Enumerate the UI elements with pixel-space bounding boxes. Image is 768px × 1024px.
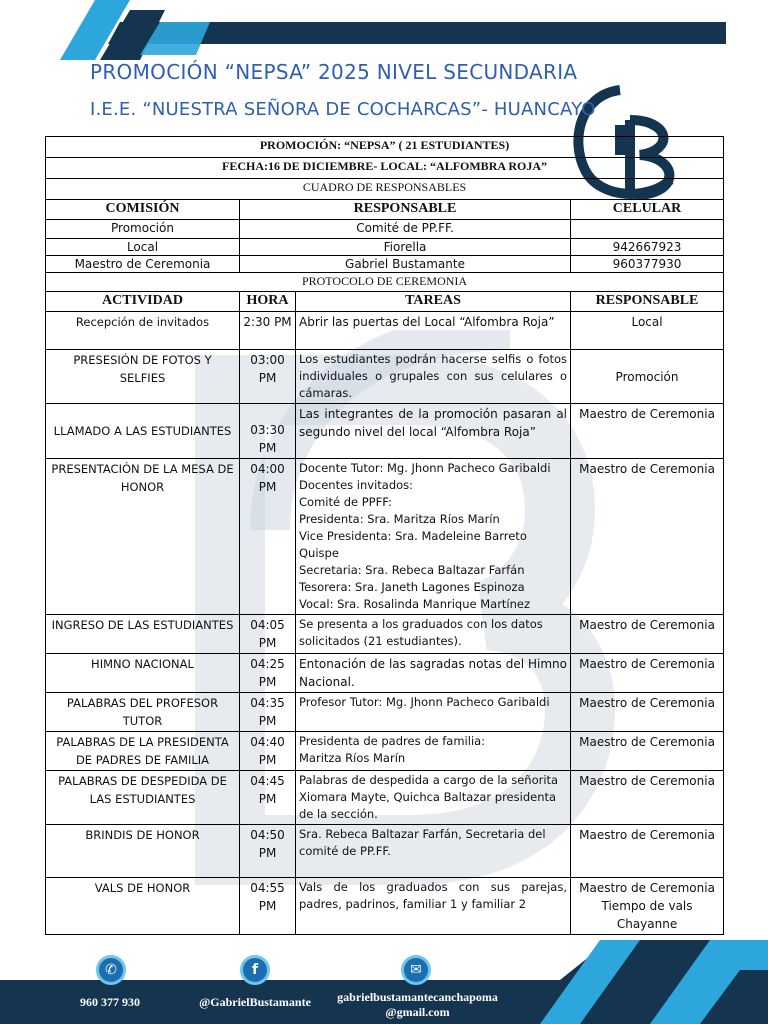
responsable-cell: Maestro de Ceremonia xyxy=(571,459,724,615)
tareas-cell xyxy=(296,825,571,878)
tareas-cell xyxy=(296,312,571,350)
tareas-cell xyxy=(296,459,571,615)
tareas-cell xyxy=(296,404,571,459)
responsable-cell: Maestro de Ceremonia xyxy=(571,825,724,878)
top-banner xyxy=(0,0,768,60)
table-row xyxy=(46,732,724,771)
fecha-row: FECHA:16 DE DICIEMBRE- LOCAL: “ALFOMBRA ROJA” xyxy=(46,158,724,179)
tarea-line: Profesor Tutor: Mg. Jhonn Pacheco Garibaldi xyxy=(299,695,550,709)
tareas-cell xyxy=(296,732,571,771)
tarea-line: Entonación de las sagradas notas del Himno Nacional. xyxy=(299,657,567,689)
celular-cell: 942667923 xyxy=(571,239,724,256)
footer-email-line2[interactable]: @gmail.com xyxy=(385,1005,450,1019)
table-row xyxy=(46,825,724,878)
tarea-line: Vice Presidenta: Sra. Madeleine Barreto Quispe xyxy=(299,529,527,560)
responsable-cell: Maestro de Ceremonia Tiempo de vals Chayanne xyxy=(571,878,724,935)
table-row xyxy=(46,312,724,350)
tarea-line: Vocal: Sra. Rosalinda Manrique Martínez xyxy=(299,597,531,611)
hora-cell: 03:00 PM xyxy=(240,350,296,404)
tareas-cell xyxy=(296,693,571,732)
responsable-cell: Maestro de Ceremonia xyxy=(571,615,724,654)
header-tareas: TAREAS xyxy=(296,292,571,312)
responsable-cell: Maestro de Ceremonia xyxy=(571,654,724,693)
promocion-row: PROMOCIÓN: “NEPSA” ( 21 ESTUDIANTES) xyxy=(46,137,724,158)
actividad-cell: LLAMADO A LAS ESTUDIANTES xyxy=(46,404,240,459)
hora-cell: 04:50 PM xyxy=(240,825,296,878)
protocolo-title: PROTOCOLO DE CEREMONIA xyxy=(46,273,724,292)
actividad-cell: PRESENTACIÓN DE LA MESA DE HONOR xyxy=(46,459,240,615)
actividad-cell: PRESESIÓN DE FOTOS Y SELFIES xyxy=(46,350,240,404)
tarea-line: Los estudiantes podrán hacerse selfis o fotos individuales o grupales con sus celulares o cámaras. xyxy=(299,352,567,400)
school-name: I.E.E. “NUESTRA SEÑORA DE COCHARCAS”- HUANCAYO xyxy=(90,99,596,120)
tareas-cell xyxy=(296,350,571,404)
hora-cell: 04:35 PM xyxy=(240,693,296,732)
tarea-line: Las integrantes de la promoción pasaran al segundo nivel del local “Alfombra Roja” xyxy=(299,407,567,439)
footer-email-line1[interactable]: gabrielbustamantecanchapoma xyxy=(337,990,498,1004)
table-row xyxy=(46,615,724,654)
responsable-cell: Local xyxy=(571,312,724,350)
table-row xyxy=(46,878,724,935)
table-row xyxy=(46,404,724,459)
tareas-cell xyxy=(296,771,571,825)
tarea-line: Vals de los graduados con sus parejas, padres, padrinos, familiar 1 y familiar 2 xyxy=(299,880,567,911)
table-row xyxy=(46,350,724,404)
actividad-cell: PALABRAS DEL PROFESOR TUTOR xyxy=(46,693,240,732)
table-row xyxy=(46,654,724,693)
comision-cell: Promoción xyxy=(46,220,240,239)
actividad-cell: VALS DE HONOR xyxy=(46,878,240,935)
tarea-line: Se presenta a los graduados con los datos solicitados (21 estudiantes). xyxy=(299,617,543,648)
tarea-line: Tesorera: Sra. Janeth Lagones Espinoza xyxy=(299,580,525,594)
table-row xyxy=(46,693,724,732)
tarea-line: Abrir las puertas del Local “Alfombra Roja” xyxy=(299,315,555,329)
header-hora: HORA xyxy=(240,292,296,312)
responsable-cell: Maestro de Ceremonia xyxy=(571,404,724,459)
celular-cell xyxy=(571,220,724,239)
tarea-line: Comité de PPFF: xyxy=(299,495,392,509)
responsable-cell: Maestro de Ceremonia xyxy=(571,771,724,825)
tareas-cell xyxy=(296,615,571,654)
header-celular: CELULAR xyxy=(571,200,724,220)
tareas-cell xyxy=(296,878,571,935)
header-responsable: RESPONSABLE xyxy=(240,200,571,220)
tarea-line: Secretaria: Sra. Rebeca Baltazar Farfán xyxy=(299,563,525,577)
hora-cell: 04:40 PM xyxy=(240,732,296,771)
hora-cell: 04:00 PM xyxy=(240,459,296,615)
hora-cell: 2:30 PM xyxy=(240,312,296,350)
cuadro-title: CUADRO DE RESPONSABLES xyxy=(46,179,724,200)
footer-phone[interactable]: 960 377 930 xyxy=(80,995,140,1009)
comision-cell: Local xyxy=(46,239,240,256)
phone-icon: ✆ xyxy=(96,955,126,985)
facebook-icon: f xyxy=(240,955,270,985)
ceremony-table xyxy=(45,136,724,935)
actividad-cell: BRINDIS DE HONOR xyxy=(46,825,240,878)
hora-cell: 04:05 PM xyxy=(240,615,296,654)
table-row xyxy=(46,771,724,825)
actividad-cell: PALABRAS DE DESPEDIDA DE LAS ESTUDIANTES xyxy=(46,771,240,825)
tarea-line: Sra. Rebeca Baltazar Farfán, Secretaria del comité de PP.FF. xyxy=(299,827,546,858)
hora-cell: 04:55 PM xyxy=(240,878,296,935)
responsable-cell: Gabriel Bustamante xyxy=(240,256,571,273)
hora-cell: 03:30 PM xyxy=(240,404,296,459)
responsable-cell: Fiorella xyxy=(240,239,571,256)
actividad-cell: INGRESO DE LAS ESTUDIANTES xyxy=(46,615,240,654)
actividad-cell: PALABRAS DE LA PRESIDENTA DE PADRES DE FAMILIA xyxy=(46,732,240,771)
actividad-cell: HIMNO NACIONAL xyxy=(46,654,240,693)
responsable-cell: Maestro de Ceremonia xyxy=(571,693,724,732)
responsable-cell: Comité de PP.FF. xyxy=(240,220,571,239)
header-comision: COMISIÓN xyxy=(46,200,240,220)
tarea-line: Docentes invitados: xyxy=(299,478,414,492)
mail-icon: ✉ xyxy=(401,955,431,985)
comision-cell: Maestro de Ceremonia xyxy=(46,256,240,273)
actividad-cell: Recepción de invitados xyxy=(46,312,240,350)
hora-cell: 04:45 PM xyxy=(240,771,296,825)
tarea-line: Presidenta: Sra. Maritza Ríos Marín xyxy=(299,512,500,526)
header-responsable-protocolo: RESPONSABLE xyxy=(571,292,724,312)
tareas-cell xyxy=(296,654,571,693)
responsable-cell: Promoción xyxy=(571,350,724,404)
tarea-line: Palabras de despedida a cargo de la señorita Xiomara Mayte, Quichca Baltazar presidenta de la sección. xyxy=(299,773,559,821)
footer-facebook[interactable]: @GabrielBustamante xyxy=(199,995,311,1009)
celular-cell: 960377930 xyxy=(571,256,724,273)
document-title: PROMOCIÓN “NEPSA” 2025 NIVEL SECUNDARIA xyxy=(90,60,578,84)
header-actividad: ACTIVIDAD xyxy=(46,292,240,312)
table-row xyxy=(46,459,724,615)
hora-cell: 04:25 PM xyxy=(240,654,296,693)
tarea-line: Docente Tutor: Mg. Jhonn Pacheco Garibaldi xyxy=(299,461,551,475)
responsable-cell: Maestro de Ceremonia xyxy=(571,732,724,771)
tarea-line: Presidenta de padres de familia: Maritza Ríos Marín xyxy=(299,734,486,765)
